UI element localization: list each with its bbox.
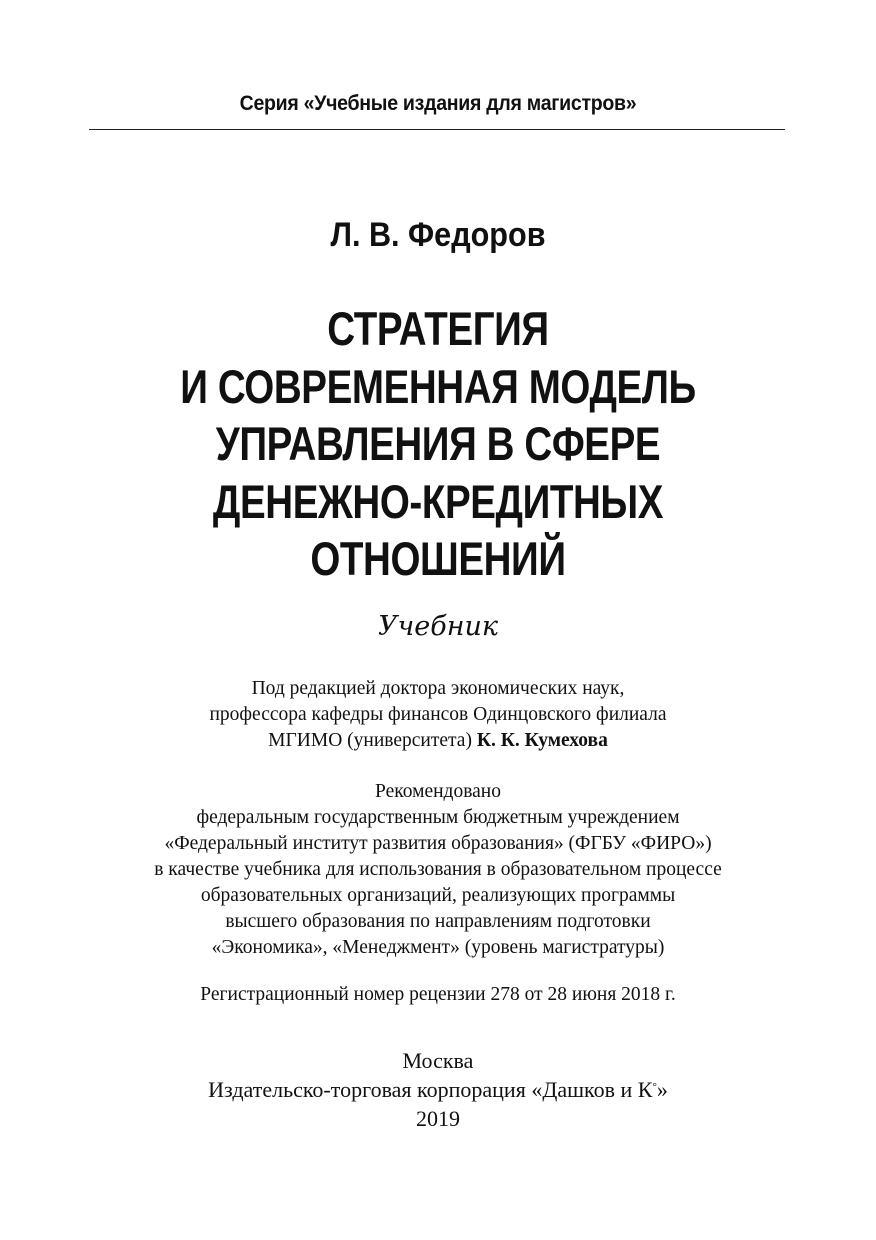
- editor-line: [0, 728, 876, 754]
- publisher-degree-mark: °: [652, 1080, 657, 1093]
- header-rule: [89, 129, 785, 130]
- publisher-name: Издательско-торговая корпорация «Дашков и К: [208, 1077, 653, 1102]
- recommendation-line: в качестве учебника для использования в образовательном процессе: [154, 859, 722, 880]
- recommendation-line: «Экономика», «Менеджмент» (уровень магистратуры): [211, 937, 665, 958]
- book-type: Учебник: [377, 611, 499, 642]
- imprint-year: 2019: [416, 1106, 460, 1131]
- book-title: [79, 300, 797, 588]
- registration-number: Регистрационный номер рецензии 278 от 28 июня 2018 г.: [200, 984, 676, 1005]
- author-name: Л. В. Федоров: [330, 216, 546, 254]
- editor-line: Под редакцией доктора экономических наук,: [251, 678, 625, 699]
- editor-block: [0, 676, 876, 754]
- title-line: УПРАВЛЕНИЯ В СФЕРЕ: [215, 417, 661, 470]
- recommendation-line: образовательных организаций, реализующих программы: [200, 885, 676, 906]
- recommendation-block: [0, 779, 876, 961]
- publisher-close-quote: »: [656, 1077, 668, 1102]
- imprint-block: [0, 1046, 876, 1133]
- recommendation-line: высшего образования по направлениям подготовки: [225, 911, 651, 932]
- title-line: СТРАТЕГИЯ: [327, 302, 549, 355]
- editor-name: К. К. Кумехова: [476, 730, 608, 751]
- recommendation-line: «Федеральный институт развития образования» (ФГБУ «ФИРО»): [164, 833, 712, 854]
- imprint-publisher: [0, 1075, 876, 1104]
- recommendation-line: федеральным государственным бюджетным учреждением: [196, 807, 680, 828]
- imprint-city: Москва: [402, 1048, 474, 1073]
- title-line: ДЕНЕЖНО-КРЕДИТНЫХ: [212, 474, 664, 528]
- title-line: И СОВРЕМЕННАЯ МОДЕЛЬ: [180, 359, 696, 413]
- editor-affiliation: МГИМО (университета): [268, 730, 472, 751]
- editor-line: профессора кафедры финансов Одинцовского филиала: [209, 704, 667, 725]
- series-heading: Серия «Учебные издания для магистров»: [239, 92, 637, 115]
- title-line: ОТНОШЕНИЙ: [310, 532, 566, 585]
- recommendation-line: Рекомендовано: [375, 781, 501, 802]
